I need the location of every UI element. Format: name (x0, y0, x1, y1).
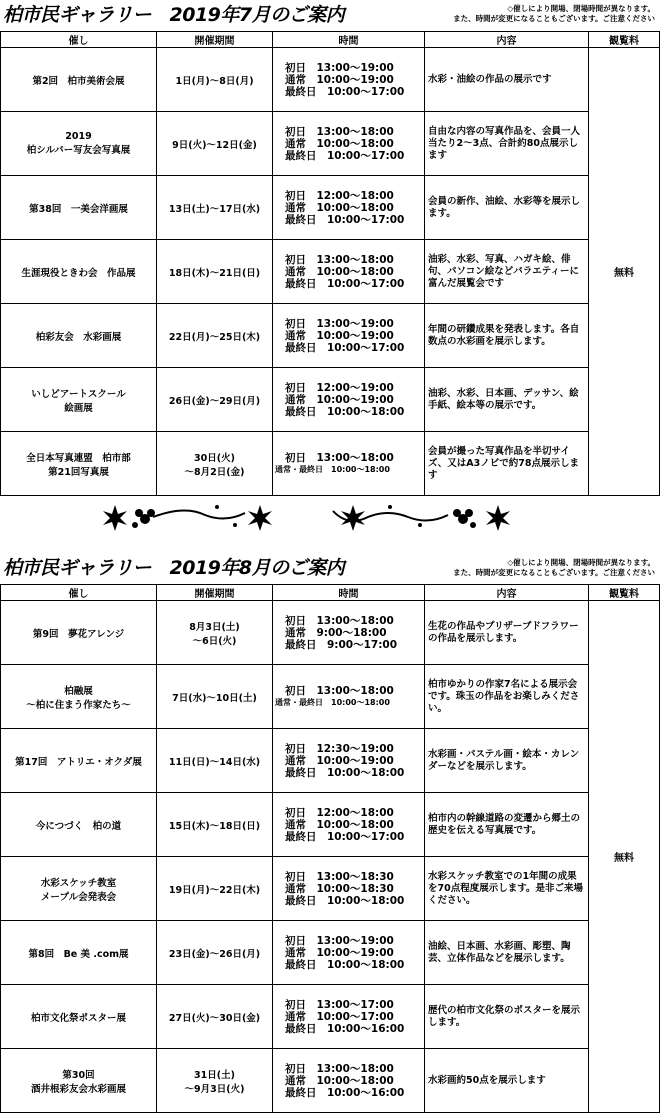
event-period: 7日(水)～10日(土) (157, 665, 273, 729)
event-name: 第30回 酒井根彩友会水彩画展 (1, 1049, 157, 1113)
event-period: 23日(金)～26日(月) (157, 921, 273, 985)
event-period: 18日(木)～21日(日) (157, 240, 273, 304)
event-content: 油彩、水彩、日本画、デッサン、絵手紙、絵本等の展示です。 (425, 368, 589, 432)
header-event: 催し (1, 585, 157, 601)
ornament-left (95, 497, 285, 537)
july-schedule-table (0, 31, 660, 496)
event-content: 油絵、日本画、水彩画、彫塑、陶芸、立体作品などを展示します。 (425, 921, 589, 985)
event-name: 全日本写真連盟 柏市部 第21回写真展 (1, 432, 157, 496)
event-name: 柏融展 ～柏に住まう作家たち～ (1, 665, 157, 729)
event-name: 水彩スケッチ教室 メープル会発表会 (1, 857, 157, 921)
event-time: 初日 13:00～19:00 通常 10:00～19:00 最終日 10:00～17:00 (273, 48, 425, 112)
event-name: 第2回 柏市美術会展 (1, 48, 157, 112)
ornament-right (328, 497, 518, 537)
event-time: 初日 12:00～18:00 通常 10:00～18:00 最終日 10:00～17:00 (273, 176, 425, 240)
star-flower-icon (486, 505, 510, 531)
event-period: 11日(日)～14日(水) (157, 729, 273, 793)
july-section (0, 0, 661, 495)
event-content: 柏市ゆかりの作家7名による展示会です。珠玉の作品をお楽しみください。 (425, 665, 589, 729)
event-name: いしどアートスクール 絵画展 (1, 368, 157, 432)
table-row (1, 601, 660, 665)
header-fee: 観覧料 (589, 585, 660, 601)
event-content: 柏市内の幹線道路の変遷から郷土の歴史を伝える写真展です。 (425, 793, 589, 857)
event-time: 初日 13:00～18:30 通常 10:00～18:30 最終日 10:00～18:00 (273, 857, 425, 921)
table-row (1, 665, 660, 729)
header-period: 開催期間 (157, 32, 273, 48)
event-period: 22日(月)～25日(木) (157, 304, 273, 368)
august-section (0, 553, 661, 1099)
event-time: 初日 13:00～17:00 通常 10:00～17:00 最終日 10:00～16:00 (273, 985, 425, 1049)
event-content: 生花の作品やプリザーブドフラワーの作品を展示します。 (425, 601, 589, 665)
event-name: 第17回 アトリエ・オクダ展 (1, 729, 157, 793)
event-period: 13日(土)～17日(水) (157, 176, 273, 240)
event-period: 15日(木)～18日(日) (157, 793, 273, 857)
admission-fee: 無料 (589, 601, 660, 1113)
table-row (1, 1049, 660, 1113)
event-name: 第9回 夢花アレンジ (1, 601, 157, 665)
july-title: 柏市民ギャラリー 2019年7月のご案内 (3, 4, 345, 26)
table-row (1, 176, 660, 240)
header-content: 内容 (425, 585, 589, 601)
event-period: 27日(火)～30日(金) (157, 985, 273, 1049)
event-content: 水彩画・パステル画・絵本・カレンダーなどを展示します。 (425, 729, 589, 793)
header-event: 催し (1, 32, 157, 48)
table-header-row (1, 585, 660, 601)
event-period: 1日(月)～8日(月) (157, 48, 273, 112)
event-content: 水彩画約50点を展示します (425, 1049, 589, 1113)
event-time: 初日 12:00～19:00 通常 10:00～19:00 最終日 10:00～18:00 (273, 368, 425, 432)
event-time: 初日 12:00～18:00 通常 10:00～18:00 最終日 10:00～17:00 (273, 793, 425, 857)
table-row (1, 985, 660, 1049)
event-time: 初日 13:00～18:00 通常 10:00～18:00 最終日 10:00～17:00 (273, 112, 425, 176)
event-period: 19日(月)～22日(木) (157, 857, 273, 921)
august-table-body (1, 601, 660, 1113)
august-note: ◇催しにより開場、閉場時間が異なります。 また、時間が変更になることもございます。ご注意ください (453, 558, 655, 577)
event-content: 油彩、水彩、写真、ハガキ絵、俳句、パソコン絵などバラエティーに富んだ展覧会です (425, 240, 589, 304)
event-time: 初日 13:00～18:00 通常・最終日 10:00～18:00 (273, 432, 425, 496)
event-time: 初日 13:00～19:00 通常 10:00～19:00 最終日 10:00～17:00 (273, 304, 425, 368)
july-table-body (1, 48, 660, 496)
event-time: 初日 13:00～19:00 通常 10:00～19:00 最終日 10:00～18:00 (273, 921, 425, 985)
event-time: 初日 13:00～18:00 通常・最終日 10:00～18:00 (273, 665, 425, 729)
table-row (1, 240, 660, 304)
header-time: 時間 (273, 585, 425, 601)
star-flower-icon (103, 505, 127, 531)
table-row (1, 368, 660, 432)
header-period: 開催期間 (157, 585, 273, 601)
event-time: 初日 13:00～18:00 通常 9:00～18:00 最終日 9:00～17:00 (273, 601, 425, 665)
admission-fee: 無料 (589, 48, 660, 496)
table-row (1, 793, 660, 857)
event-content: 会員の新作、油絵、水彩等を展示します。 (425, 176, 589, 240)
table-row (1, 304, 660, 368)
event-name: 今につづく 柏の道 (1, 793, 157, 857)
august-title: 柏市民ギャラリー 2019年8月のご案内 (3, 557, 345, 579)
event-content: 会員が撮った写真作品を半切サイズ、又はA3ノビで約78点展示します (425, 432, 589, 496)
table-row (1, 729, 660, 793)
event-content: 年間の研鑽成果を発表します。各自数点の水彩画を展示します。 (425, 304, 589, 368)
event-period: 9日(火)～12日(金) (157, 112, 273, 176)
table-row (1, 857, 660, 921)
event-content: 歴代の柏市文化祭のポスターを展示します。 (425, 985, 589, 1049)
event-content: 水彩・油絵の作品の展示です (425, 48, 589, 112)
table-row (1, 432, 660, 496)
header-fee: 観覧料 (589, 32, 660, 48)
event-content: 自由な内容の写真作品を、会員一人当たり2～3点、合計約80点展示します (425, 112, 589, 176)
table-header-row (1, 32, 660, 48)
event-content: 水彩スケッチ教室での1年間の成果を70点程度展示します。是非ご来場ください。 (425, 857, 589, 921)
header-content: 内容 (425, 32, 589, 48)
table-row (1, 112, 660, 176)
event-name: 第8回 Be 美 .com展 (1, 921, 157, 985)
event-period: 26日(金)～29日(月) (157, 368, 273, 432)
event-name: 柏市文化祭ポスター展 (1, 985, 157, 1049)
event-period: 30日(火) ～8月2日(金) (157, 432, 273, 496)
table-row (1, 921, 660, 985)
event-period: 8月3日(土) ～6日(火) (157, 601, 273, 665)
header-time: 時間 (273, 32, 425, 48)
july-note: ◇催しにより開場、閉場時間が異なります。 また、時間が変更になることもございます。ご注意ください (453, 4, 655, 23)
event-time: 初日 12:30～19:00 通常 10:00～19:00 最終日 10:00～18:00 (273, 729, 425, 793)
table-row (1, 48, 660, 112)
event-name: 柏彩友会 水彩画展 (1, 304, 157, 368)
event-time: 初日 13:00～18:00 通常 10:00～18:00 最終日 10:00～16:00 (273, 1049, 425, 1113)
event-period: 31日(土) ～9月3日(火) (157, 1049, 273, 1113)
event-name: 2019 柏シルバー写友会写真展 (1, 112, 157, 176)
event-name: 生涯現役ときわ会 作品展 (1, 240, 157, 304)
august-schedule-table (0, 584, 660, 1113)
event-name: 第38回 一美会洋画展 (1, 176, 157, 240)
event-time: 初日 13:00～18:00 通常 10:00～18:00 最終日 10:00～17:00 (273, 240, 425, 304)
